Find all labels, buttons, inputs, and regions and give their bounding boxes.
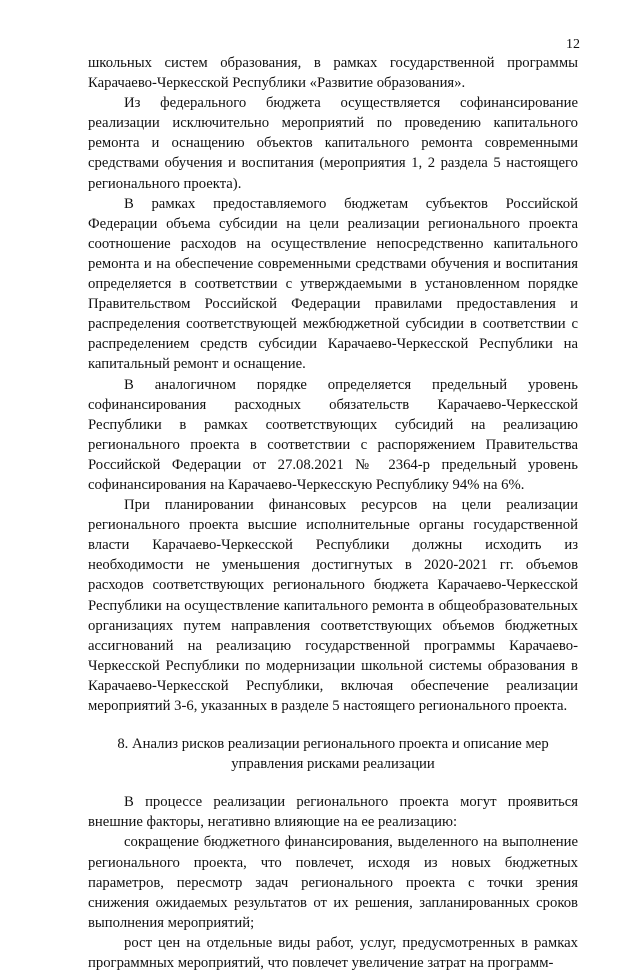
paragraph: Из федерального бюджета осуществляется софинансирование реализации исключительно мероприятий по проведению капитального ремонта и оснащению объектов капитального ремонта современными средствами обучения и воспитания (мероприятия 1, 2 раздела 5 настоящего регионального проекта). [88, 95, 578, 192]
paragraph: В процессе реализации регионального проекта могут проявиться внешние факторы, негативно влияющие на ее реализацию: [88, 794, 578, 831]
paragraph: рост цен на отдельные виды работ, услуг, предусмотренных в рамках программных мероприятий, что повлечет увеличение затрат на программ- [88, 934, 578, 972]
body-text-top [88, 53, 578, 716]
paragraph: сокращение бюджетного финансирования, выделенного на выполнение регионального проекта, что повлечет, исходя из новых бюджетных параметров, пересмотр задач регионального проекта с точки зрения снижения ожидаемых результатов от их решения, запланированных сроков выполнения мероприятий; [88, 834, 578, 931]
paragraph: школьных систем образования, в рамках государственной программы Карачаево-Черкесской Республики «Развитие образования». [88, 55, 578, 92]
body-text-bottom [88, 792, 578, 973]
paragraph: При планировании финансовых ресурсов на цели реализации регионального проекта высшие исполнительные органы государственной власти Карачаево-Черкесской Республики должны исходить из необходимости не уменьшения достигнутых в 2020-2021 гг. объемов расходов соответствующих регионального бюджета Карачаево-Черкесской Республики на осуществление капитального ремонта в общеобразовательных организациях путем направления соответствующих объемов бюджетных ассигнований на реализацию государственной программы Карачаево-Черкесской Республики по модернизации школьной системы образования в Карачаево-Черкесской Республики, включая обеспечение реализации мероприятий 3-6, указанных в разделе 5 настоящего регионального проекта. [88, 497, 578, 714]
paragraph: В рамках предоставляемого бюджетам субъектов Российской Федерации объема субсидии на цели реализации регионального проекта соотношение расходов на осуществление непосредственно капитального ремонта и на обеспечение современными средствами обучения и воспитания определяется в соответствии с утверждаемыми в установленном порядке Правительством Российской Федерации правилами предоставления и распределения соответствующей межбюджетной субсидии в соответствии с распределением средств субсидии Карачаево-Черкесской Республики на капитальный ремонт и оснащение. [88, 195, 578, 373]
section-heading: 8. Анализ рисков реализации регионального проекта и описание мер управления рисками реализации [117, 736, 549, 773]
page-number: 12 [566, 37, 580, 52]
paragraph: В аналогичном порядке определяется предельный уровень софинансирования расходных обязательств Карачаево-Черкесской Республики в рамках соответствующих субсидий на реализацию регионального проекта в соответствии с распоряжением Правительства Российской Федерации от 27.08.2021 № 2364-р предельный уровень софинансирования на Карачаево-Черкесскую Республику 94% на 6%. [88, 376, 578, 493]
